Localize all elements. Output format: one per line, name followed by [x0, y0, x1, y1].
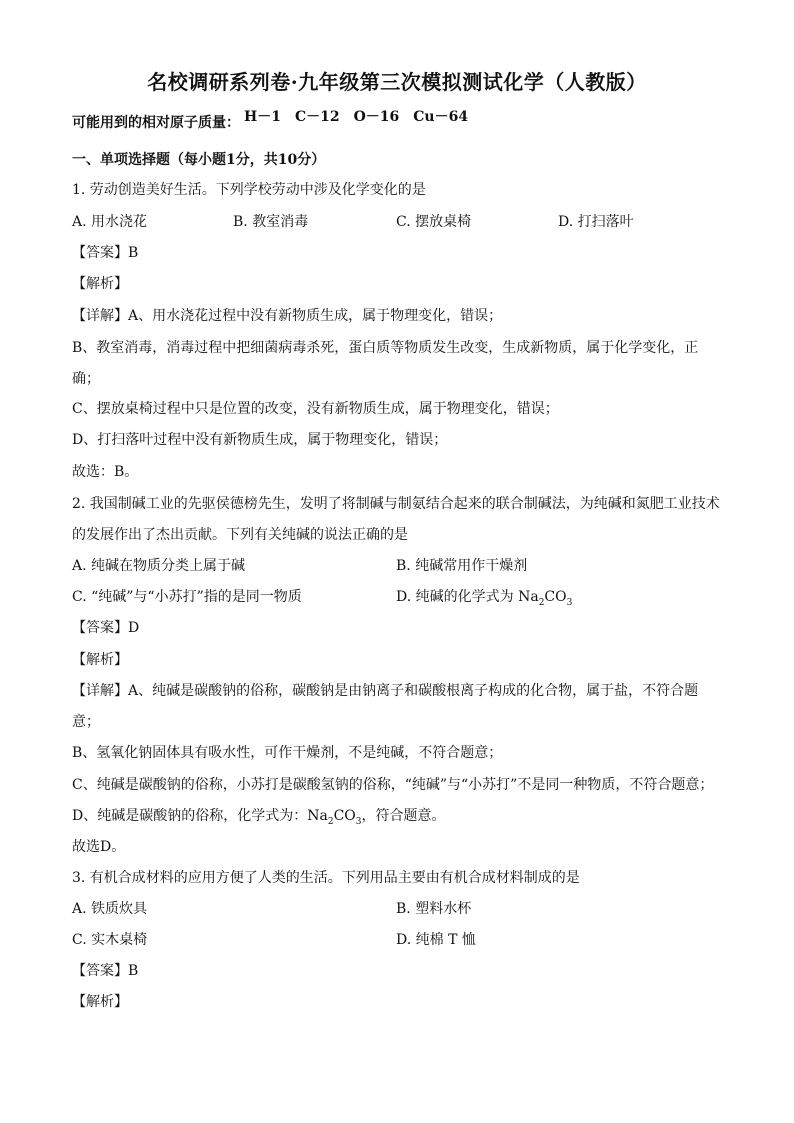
atomic-mass-label: 可能用到的相对原子质量：	[72, 115, 240, 131]
atomic-mass-values	[244, 109, 482, 125]
q3-answer: 【答案】B	[72, 963, 139, 979]
q3-analysis: 【解析】	[72, 994, 128, 1010]
q3-option-a: A. 铁质炊具	[72, 901, 148, 917]
q1-conclusion: 故选：B。	[72, 464, 139, 480]
q2-answer: 【答案】D	[72, 620, 140, 636]
q1-answer: 【答案】B	[72, 245, 139, 261]
q2-option-a: A. 纯碱在物质分类上属于碱	[72, 558, 246, 574]
q2-detail-line: B、氢氧化钠固体具有吸水性，可作干燥剂，不是纯碱，不符合题意；	[72, 745, 503, 761]
q2-detail-line: C、纯碱是碳酸钠的俗称，小苏打是碳酸氢钠的俗称，“纯碱”与“小苏打”不是同一种物质，不符合题意；	[72, 777, 714, 793]
q2-option-c: C. “纯碱”与“小苏打”指的是同一物质	[72, 589, 302, 605]
subscript: 2	[538, 597, 545, 608]
q2-conclusion: 故选D。	[72, 839, 126, 855]
q1-stem: 1. 劳动创造美好生活。下列学校劳动中涉及化学变化的是	[72, 182, 426, 198]
subscript: 3	[566, 597, 573, 608]
q3-option-c: C. 实木桌椅	[72, 932, 148, 948]
q2-stem-line: 的发展作出了杰出贡献。下列有关纯碱的说法正确的是	[72, 527, 408, 543]
q2-detail-line	[72, 806, 446, 832]
q2-detail-line: 【详解】A、纯碱是碳酸钠的俗称，碳酸钠是由钠离子和碳酸根离子构成的化合物，属于盐，不符合题	[72, 683, 699, 699]
document-title: 名校调研系列卷·九年级第三次模拟测试化学（人教版）	[147, 70, 647, 94]
mass-c: C－12	[294, 109, 340, 125]
mass-h: H－1	[244, 109, 281, 125]
q2-detail-text: D、纯碱是碳酸钠的俗称，化学式为：Na	[72, 808, 328, 824]
mass-o: O－16	[353, 109, 400, 125]
subscript: 3	[355, 816, 362, 827]
q2-stem-line: 2. 我国制碱工业的先驱侯德榜先生，发明了将制碱与制氨结合起来的联合制碱法，为纯碱和氮肥工业技术	[72, 496, 720, 512]
q3-option-b: B. 塑料水杯	[396, 901, 472, 917]
q2-detail-formula: CO	[333, 808, 356, 824]
q1-option-c: C. 摆放桌椅	[396, 214, 472, 230]
q2-option-b: B. 纯碱常用作干燥剂	[396, 558, 528, 574]
atomic-mass-line	[72, 109, 482, 133]
q3-option-d: D. 纯棉 T 恤	[396, 932, 476, 948]
q2-option-d-formula: CO	[544, 589, 567, 605]
section-heading: 一、单项选择题（每小题1分，共10分）	[72, 152, 326, 168]
q1-detail-line: D、打扫落叶过程中没有新物质生成，属于物理变化，错误；	[72, 432, 448, 448]
q1-detail-line: 确；	[72, 371, 100, 387]
mass-cu: Cu－64	[413, 109, 469, 125]
q1-analysis: 【解析】	[72, 276, 128, 292]
q2-option-d-text: D. 纯碱的化学式为 Na	[396, 589, 539, 605]
q1-option-b: B. 教室消毒	[233, 214, 309, 230]
q2-option-d	[396, 587, 572, 613]
q1-detail-line: C、摆放桌椅过程中只是位置的改变，没有新物质生成，属于物理变化，错误；	[72, 401, 559, 417]
q2-analysis: 【解析】	[72, 652, 128, 668]
q2-detail-text: ，符合题意。	[361, 808, 446, 824]
q1-option-d: D. 打扫落叶	[558, 214, 634, 230]
q1-option-a: A. 用水浇花	[72, 214, 148, 230]
q1-detail-line: B、教室消毒，消毒过程中把细菌病毒杀死，蛋白质等物质发生改变，生成新物质，属于化学变化，正	[72, 340, 699, 356]
q3-stem: 3. 有机合成材料的应用方便了人类的生活。下列用品主要由有机合成材料制成的是	[72, 870, 580, 886]
q2-detail-line: 意；	[72, 714, 100, 730]
q1-detail-line: 【详解】A、用水浇花过程中没有新物质生成，属于物理变化，错误；	[72, 308, 503, 324]
subscript: 2	[327, 816, 334, 827]
